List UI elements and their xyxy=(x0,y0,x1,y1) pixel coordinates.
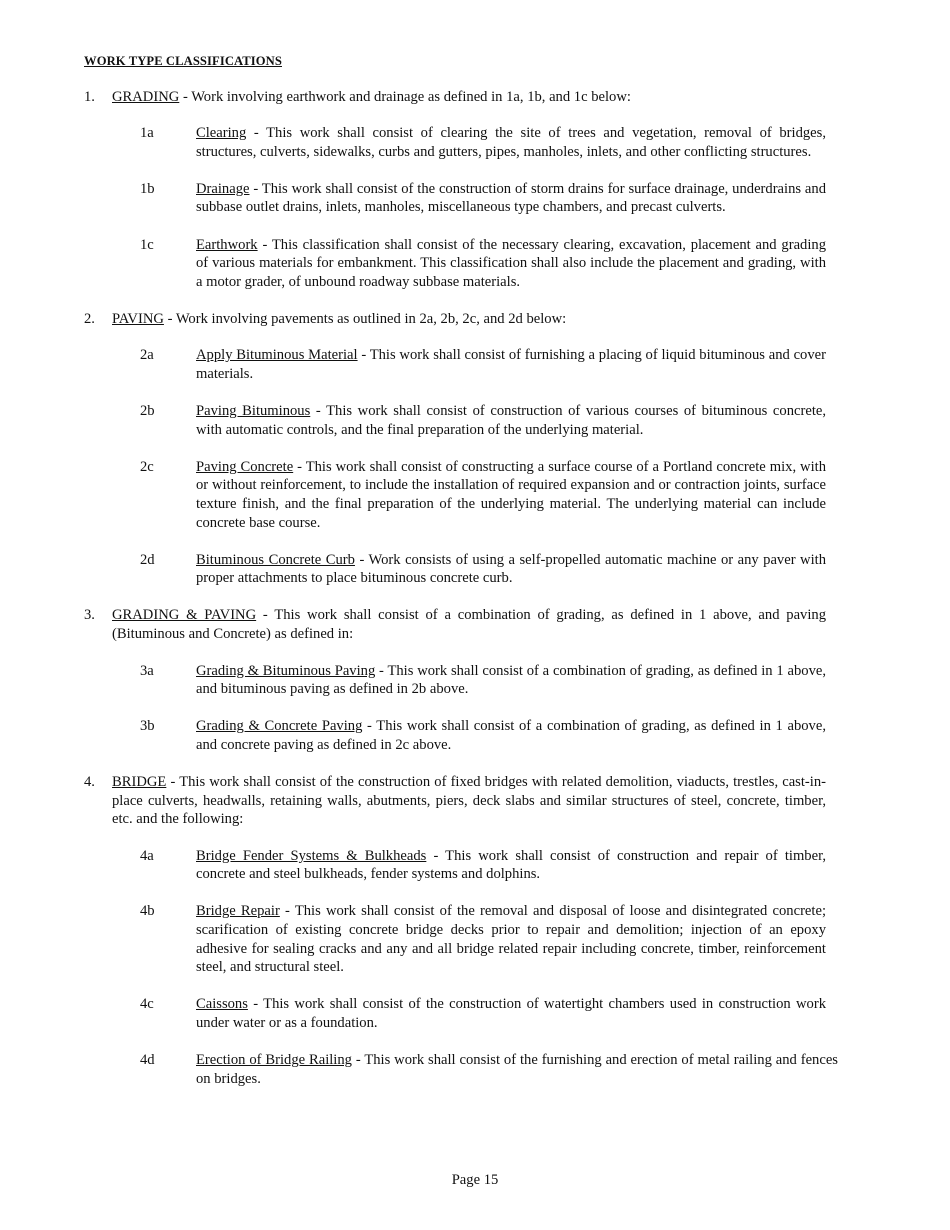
item-title: Bridge Fender Systems & Bulkheads xyxy=(196,847,427,864)
item-code: 2a xyxy=(140,347,154,364)
document-page xyxy=(84,52,838,1107)
item-title: Clearing xyxy=(196,125,247,142)
item-text: - This work shall consist of a combination of grading, as defined in 1 above, and bituminous paving as defined in 2b above. xyxy=(196,662,826,698)
item-4a xyxy=(84,847,826,884)
item-text: - This work shall consist of clearing the site of trees and vegetation, removal of bridges, structures, culverts, sidewalks, curbs and gutters, pipes, manholes, inlets, and other conflicting structures. xyxy=(196,125,826,160)
section-bridge xyxy=(84,773,826,829)
item-code: 4a xyxy=(140,847,154,864)
item-code: 2b xyxy=(140,403,155,420)
section-number: 2. xyxy=(84,310,95,327)
section-text: - Work involving earthwork and drainage as defined in 1a, 1b, and 1c below: xyxy=(179,88,631,105)
item-1b xyxy=(84,180,826,217)
item-title: Bituminous Concrete Curb xyxy=(196,551,355,568)
item-text: - This work shall consist of construction of various courses of bituminous concrete, with automatic controls, and the final preparation of the underlying material. xyxy=(196,403,826,438)
item-title: Earthwork xyxy=(196,236,258,253)
section-text: - This work shall consist of the construction of fixed bridges with related demolition, viaducts, trestles, cast-in-place culverts, headwalls, retaining walls, abutments, piers, deck slabs and similar structures of steel, concrete, timber, etc. and the following: xyxy=(112,773,826,828)
page-number: Page 15 xyxy=(451,1172,499,1188)
item-title: Apply Bituminous Material xyxy=(196,347,358,364)
section-title: GRADING xyxy=(112,88,180,105)
section-number: 4. xyxy=(84,773,95,790)
item-code: 2d xyxy=(140,551,155,568)
item-code: 4d xyxy=(140,1051,155,1068)
item-text: - This work shall consist of a combination of grading, as defined in 1 above, and concrete paving as defined in 2c above. xyxy=(196,718,826,753)
item-code: 1c xyxy=(140,236,154,253)
item-4b xyxy=(84,902,826,976)
item-1c xyxy=(84,236,826,292)
item-3b xyxy=(84,717,826,754)
item-text: - This work shall consist of furnishing a placing of liquid bituminous and cover materials. xyxy=(196,347,826,383)
item-text: - This work shall consist of the construction of storm drains for surface drainage, underdrains and subbase outlet drains, inlets, manholes, miscellaneous type chambers, and precast culverts. xyxy=(196,180,826,216)
item-2c xyxy=(84,458,826,532)
item-text: - This work shall consist of the removal and disposal of loose and disintegrated concrete; scarification of existing concrete bridge decks prior to repair and demolition; injection of an epoxy adhesive for sealing cracks and any and all bridge related repair including concrete, timber, reinforcement steel, and structural steel. xyxy=(196,903,826,976)
item-title: Caissons xyxy=(196,996,248,1013)
section-paving xyxy=(84,310,826,329)
item-title: Erection of Bridge Railing xyxy=(196,1051,352,1068)
item-code: 4c xyxy=(140,996,154,1013)
item-4d xyxy=(84,1051,838,1088)
item-title: Bridge Repair xyxy=(196,903,280,920)
item-text: - This work shall consist of the furnishing and erection of metal railing and fences on bridges. xyxy=(196,1051,838,1087)
section-number: 3. xyxy=(84,607,95,624)
item-code: 4b xyxy=(140,903,155,920)
item-text: - This work shall consist of construction and repair of timber, concrete and steel bulkheads, fender systems and dolphins. xyxy=(196,847,826,883)
item-code: 1a xyxy=(140,125,154,142)
item-code: 3b xyxy=(140,718,155,735)
item-title: Drainage xyxy=(196,180,250,197)
item-3a xyxy=(84,662,826,699)
item-code: 1b xyxy=(140,180,155,197)
item-text: - This work shall consist of constructing a surface course of a Portland concrete mix, with or without reinforcement, to include the installation of required expansion and or contraction joints, surface texture finish, and the final preparation of the underlying material. The underlying material can include concrete base course. xyxy=(196,458,826,531)
item-title: Grading & Concrete Paving xyxy=(196,718,363,735)
section-grading-paving xyxy=(84,606,826,643)
item-text: - This work shall consist of the construction of watertight chambers used in construction work under water or as a foundation. xyxy=(196,996,826,1031)
item-title: Paving Concrete xyxy=(196,458,294,475)
item-4c xyxy=(84,995,826,1032)
section-title: BRIDGE xyxy=(112,773,167,790)
item-code: 2c xyxy=(140,458,154,475)
section-text: - Work involving pavements as outlined in 2a, 2b, 2c, and 2d below: xyxy=(163,310,567,327)
section-number: 1. xyxy=(84,88,95,105)
item-text: - This classification shall consist of the necessary clearing, excavation, placement and grading of various materials for embankment. This classification shall also include the placement and grading, with a motor grader, of unbound roadway subbase materials. xyxy=(196,236,826,290)
item-2a xyxy=(84,346,826,383)
item-2b xyxy=(84,402,826,439)
section-grading xyxy=(84,88,826,107)
item-1a xyxy=(84,124,826,161)
section-title: PAVING xyxy=(112,310,164,327)
item-text: - Work consists of using a self-propelled automatic machine or any paver with proper attachments to place bituminous concrete curb. xyxy=(196,551,826,587)
item-title: Paving Bituminous xyxy=(196,403,311,420)
item-2d xyxy=(84,551,826,588)
document-heading: WORK TYPE CLASSIFICATIONS xyxy=(84,54,282,68)
section-text: - This work shall consist of a combination of grading, as defined in 1 above, and paving (Bituminous and Concrete) as defined in: xyxy=(112,607,826,642)
item-title: Grading & Bituminous Paving xyxy=(196,662,376,679)
section-title: GRADING & PAVING xyxy=(112,607,257,624)
item-code: 3a xyxy=(140,662,154,679)
